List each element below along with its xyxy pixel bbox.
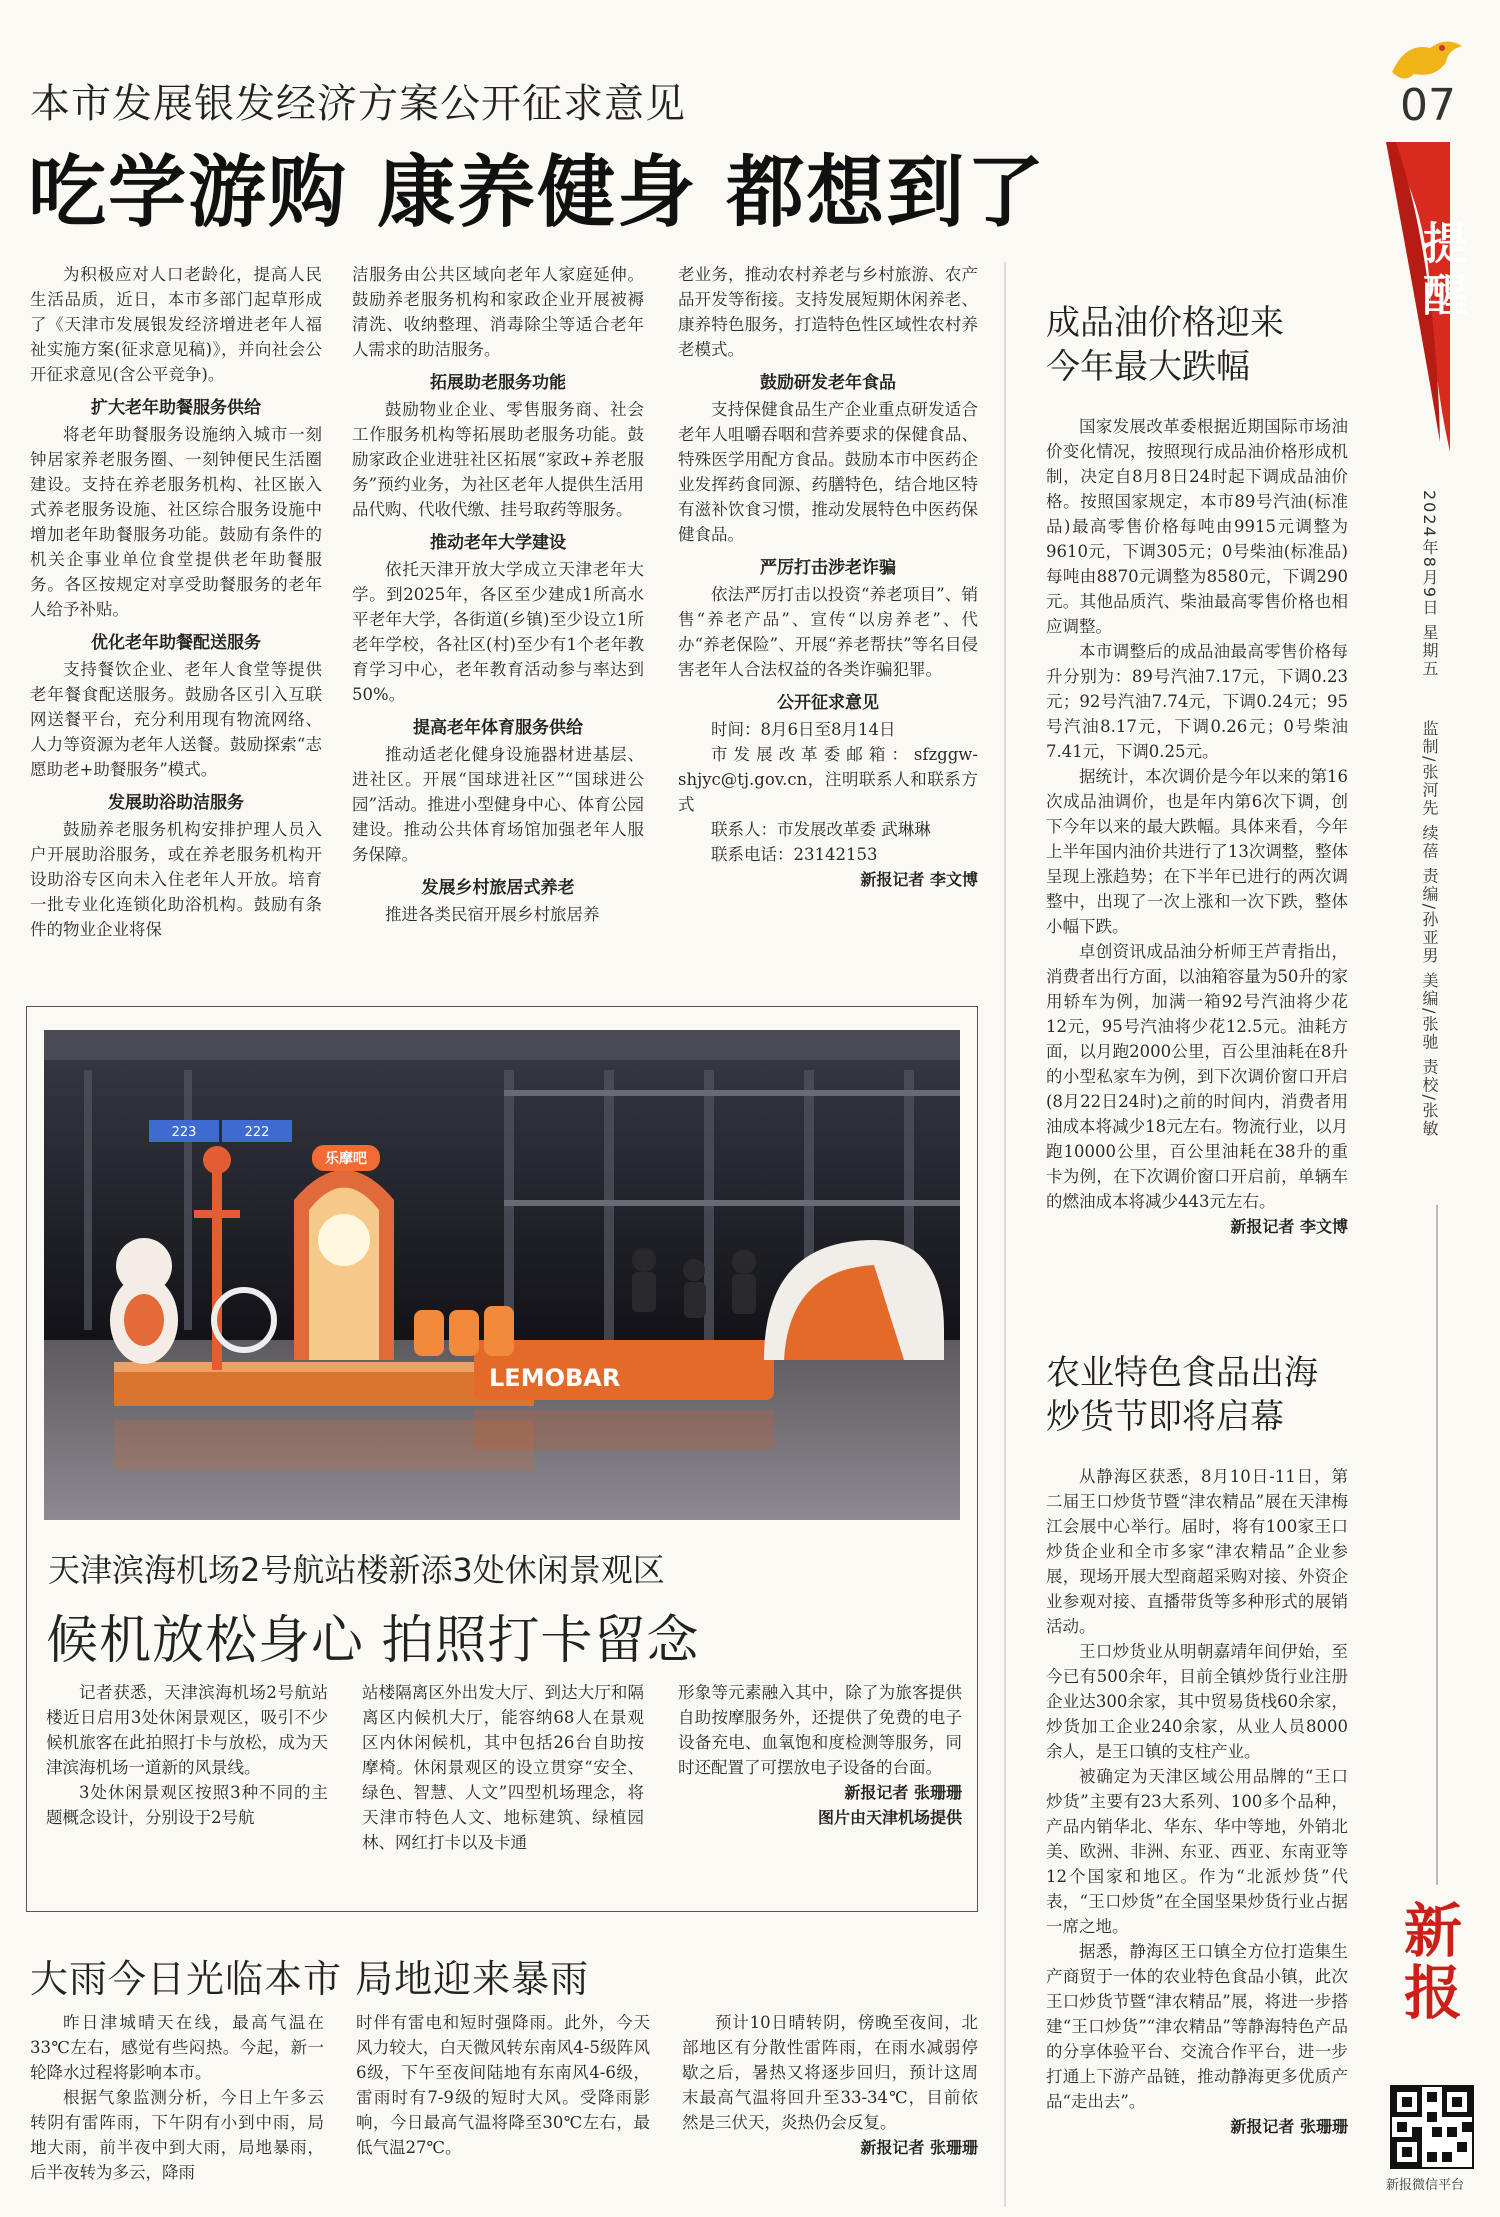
byline: 新报记者 李文博: [860, 870, 978, 889]
xinbao-logo: 新报: [1403, 1897, 1462, 2027]
byline: 新报记者 张珊珊: [844, 1783, 962, 1802]
dragon-logo: [1386, 28, 1466, 88]
main-article-col1: [30, 262, 322, 982]
paragraph: 市发展改革委邮箱：sfzggw-shjyc@tj.gov.cn，注明联系人和联系方式: [678, 745, 978, 814]
credits: 监制/张河先 续蓓 责编/孙亚男 美编/张驰 责校/张敏: [1420, 720, 1439, 1138]
paragraph: 3处休闲景观区按照3种不同的主题概念设计，分别设于2号航: [46, 1783, 328, 1827]
rain-article-col1: [30, 2010, 324, 2210]
main-article-col2: [352, 262, 644, 982]
paragraph: 洁服务由公共区域向老年人家庭延伸。鼓励养老服务机构和家政企业开展被褥清洗、收纳整理、消毒除尘等适合老年人需求的助洁服务。: [352, 265, 644, 359]
subheading: 公开征求意见: [777, 693, 879, 713]
column-divider: [1004, 262, 1006, 2207]
airport-photo: [44, 1030, 960, 1520]
subheading: 推动老年大学建设: [430, 533, 566, 553]
photo-article-col2: [362, 1680, 644, 1895]
oil-article-body: [1046, 414, 1348, 1319]
byline: 新报记者 张珊珊: [1230, 2117, 1348, 2136]
paragraph: 依法严厉打击以投资“养老项目”、销售“养老产品”、宣传“以房养老”、代办“养老保险”、开展“养老帮扶”等名目侵害老年人合法权益的各类诈骗犯罪。: [678, 585, 978, 679]
subheading: 优化老年助餐配送服务: [91, 633, 261, 653]
paragraph: 卓创资讯成品油分析师王芦青指出，消费者出行方面，以油箱容量为50升的家用轿车为例，加满一箱92号汽油将少花12元，95号汽油将少花12.5元。油耗方面，以月跑2000公里，百公里油耗在8升的小型私家车为例，到下次调价窗口开启(8月22日24时)之前的时间内，消费者用油成本将减少18元左右。物流行业，以月跑10000公里，百公里油耗在38升的重卡为例，在下次调价窗口开启前，单辆车的燃油成本将减少443元左右。: [1046, 942, 1348, 1211]
qr-caption: 新报微信平台: [1386, 2178, 1465, 2193]
subheading: 扩大老年助餐服务供给: [91, 398, 261, 418]
subheading: 发展乡村旅居式养老: [421, 878, 575, 898]
paragraph: 联系电话：23142153: [711, 845, 878, 864]
subheading: 提高老年体育服务供给: [413, 718, 583, 738]
photo-article-headline: 候机放松身心 拍照打卡留念: [46, 1611, 700, 1671]
main-kicker: 本市发展银发经济方案公开征求意见: [30, 81, 686, 127]
subheading: 鼓励研发老年食品: [760, 373, 896, 393]
paragraph: 据悉，静海区王口镇全方位打造集生产商贸于一体的农业特色食品小镇，此次王口炒货节暨“津农精品”展，将进一步搭建“王口炒货”“津农精品”等静海特色产品的分享体验平台、交流合作平台，进一步打通上下游产品链，推动静海更多优质产品“走出去”。: [1046, 1942, 1348, 2111]
lemobar-sign: LEMOBAR: [489, 1364, 621, 1392]
subheading: 严厉打击涉老诈骗: [760, 558, 896, 578]
subheading: 拓展助老服务功能: [430, 373, 566, 393]
paragraph: 时间：8月6日至8月14日: [711, 720, 896, 739]
farm-article-body: [1046, 1464, 1348, 2209]
paragraph: 推动适老化健身设施器材进基层、进社区。开展“国球进社区”“国球进公园”活动。推进小型健身中心、体育公园建设。推动公共体育场馆加强老年人服务保障。: [352, 745, 644, 864]
right-sign: 222: [244, 1125, 270, 1140]
paragraph: 推进各类民宿开展乡村旅居养: [385, 905, 600, 924]
paragraph: 老业务，推动农村养老与乡村旅游、农产品开发等衔接。支持发展短期休闲养老、康养特色服务，打造特色性区域性农村养老模式。: [678, 265, 978, 359]
paragraph: 支持保健食品生产企业重点研发适合老年人咀嚼吞咽和营养要求的保健食品、特殊医学用配方食品。鼓励本市中医药企业发挥药食同源、药膳特色，结合地区特有滋补饮食习惯，推动发展特色中医药保健食品。: [678, 400, 978, 544]
lemobar-cn-sign: 乐摩吧: [325, 1151, 367, 1167]
paragraph: 据统计，本次调价是今年以来的第16次成品油调价，也是年内第6次下调，创下今年以来的最大跌幅。具体来看，今年上半年国内油价共进行了13次调整，整体呈现上涨趋势；在下半年已进行的两次调整中，出现了一次上涨和一次下跌，整体小幅下跌。: [1046, 767, 1348, 936]
paragraph: 站楼隔离区外出发大厅、到达大厅和隔离区内候机大厅，能容纳68人在景观区内休闲候机，其中包括26台自助按摩椅。休闲景观区的设立贯穿“安全、绿色、智慧、人文”四型机场理念，将天津市特色人文、地标建筑、绿植园林、网红打卡以及卡通: [362, 1683, 644, 1852]
photo-article-kicker: 天津滨海机场2号航站楼新添3处休闲景观区: [48, 1551, 665, 1589]
sidebar-rule: [1436, 1205, 1438, 1885]
main-article-col3: [678, 262, 978, 982]
farm-headline-2: 炒货节即将启幕: [1046, 1397, 1284, 1437]
paragraph: 时伴有雷电和短时强降雨。此外，今天风力较大，白天微风转东南风4-5级阵风6级，下午至夜间陆地有东南风4-6级，雷雨时有7-9级的短时大风。受降雨影响，今日最高气温将降至30℃左右，最低气温27℃。: [356, 2013, 650, 2157]
rain-article-col3: [682, 2010, 978, 2210]
airport-photo-illustration: [44, 1030, 960, 1520]
paragraph: 记者获悉，天津滨海机场2号航站楼近日启用3处休闲景观区，吸引不少候机旅客在此拍照打卡与放松，成为天津滨海机场一道新的风景线。: [46, 1683, 328, 1777]
paragraph: 本市调整后的成品油最高零售价格每升分别为：89号汽油7.17元，下调0.23元；92号汽油7.74元，下调0.24元；95号汽油8.17元，下调0.26元；0号柴油7.41元，下调0.25元。: [1046, 642, 1348, 761]
photo-article-col3: [678, 1680, 962, 1895]
paragraph: 鼓励养老服务机构安排护理人员入户开展助浴服务，或在养老服务机构开设助浴专区向未入住老年人开放。培育一批专业化连锁化助浴机构。鼓励有条件的物业企业将保: [30, 820, 322, 939]
paragraph: 从静海区获悉，8月10日-11日，第二届王口炒货节暨“津农精品”展在天津梅江会展中心举行。届时，将有100家王口炒货企业和全市多家“津农精品”企业参展，现场开展大型商超采购对接、外资企业参观对接、直播带货等多种形式的展销活动。: [1046, 1467, 1348, 1636]
paragraph: 昨日津城晴天在线，最高气温在33℃左右，感觉有些闷热。今起，新一轮降水过程将影响本市。: [30, 2013, 324, 2082]
farm-headline-1: 农业特色食品出海: [1046, 1353, 1318, 1393]
oil-headline-2: 今年最大跌幅: [1046, 347, 1250, 387]
paragraph: 预计10日晴转阴，傍晚至夜间，北部地区有分散性雷阵雨，在雨水减弱停歇之后，暑热又将逐步回归，预计这周末最高气温将回升至33-34℃，目前依然是三伏天，炎热仍会反复。: [682, 2013, 978, 2132]
left-sign: 223: [171, 1125, 197, 1140]
section-label: 提醒: [1415, 220, 1466, 324]
rain-article-col2: [356, 2010, 650, 2210]
byline: 图片由天津机场提供: [817, 1808, 962, 1827]
paragraph: 根据气象监测分析，今日上午多云转阴有雷阵雨，下午阴有小到中雨，局地大雨，前半夜中到大雨，局地暴雨，后半夜转为多云，降雨: [30, 2088, 324, 2182]
paragraph: 形象等元素融入其中，除了为旅客提供自助按摩服务外，还提供了免费的电子设备充电、血氧饱和度检测等服务，同时还配置了可摆放电子设备的台面。: [678, 1683, 962, 1777]
paragraph: 国家发展改革委根据近期国际市场油价变化情况，按照现行成品油价格形成机制，决定自8月8日24时起下调成品油价格。按照国家规定，本市89号汽油(标准品)最高零售价格每吨由9915元调整为9610元，下调305元；0号柴油(标准品)每吨由8870元调整为8580元，下调290元。其他品质汽、柴油最高零售价格也相应调整。: [1046, 417, 1348, 636]
paragraph: 鼓励物业企业、零售服务商、社会工作服务机构等拓展助老服务功能。鼓励家政企业进驻社区拓展“家政+养老服务”预约业务，为社区老年人提供生活用品代购、代收代缴、挂号取药等服务。: [352, 400, 644, 519]
byline: 新报记者 李文博: [1230, 1217, 1348, 1236]
oil-headline-1: 成品油价格迎来: [1046, 303, 1284, 343]
paragraph: 为积极应对人口老龄化，提高人民生活品质，近日，本市多部门起草形成了《天津市发展银发经济增进老年人福祉实施方案(征求意见稿)》，并向社会公开征求意见(含公平竞争)。: [30, 265, 322, 384]
main-headline: 吃学游购 康养健身 都想到了: [28, 148, 1047, 238]
paragraph: 支持餐饮企业、老年人食堂等提供老年餐食配送服务。鼓励各区引入互联网送餐平台，充分利用现有物流网络、人力等资源为老年人送餐。鼓励探索“志愿助老+助餐服务”模式。: [30, 660, 322, 779]
photo-article-col1: [46, 1680, 328, 1895]
byline: 新报记者 张珊珊: [860, 2138, 978, 2157]
paragraph: 联系人：市发展改革委 武琳琳: [711, 820, 931, 839]
rain-headline: 大雨今日光临本市 局地迎来暴雨: [30, 1957, 590, 2001]
paragraph: 被确定为天津区域公用品牌的“王口炒货”主要有23大系列、100多个品种，产品内销华北、华东、华中等地，外销北美、欧洲、非洲、东亚、西亚、东南亚等12个国家和地区。作为“北派炒货”代表，“王口炒货”在全国坚果炒货行业占据一席之地。: [1046, 1767, 1348, 1936]
paragraph: 依托天津开放大学成立天津老年大学。到2025年，各区至少建成1所高水平老年大学，各街道(乡镇)至少设立1所老年学校，各社区(村)至少有1个老年教育学习中心，老年教育活动参与率达到50%。: [352, 560, 644, 704]
subheading: 发展助浴助洁服务: [108, 793, 244, 813]
date-line: 2024年8月9日 星期五: [1420, 490, 1439, 679]
qr-code[interactable]: [1390, 2085, 1474, 2169]
paragraph: 王口炒货业从明朝嘉靖年间伊始，至今已有500余年，目前全镇炒货行业注册企业达300余家，其中贸易货栈60余家，炒货加工企业240余家，从业人员8000余人，是王口镇的支柱产业。: [1046, 1642, 1348, 1761]
paragraph: 将老年助餐服务设施纳入城市一刻钟居家养老服务圈、一刻钟便民生活圈建设。支持在养老服务机构、社区嵌入式养老服务设施、社区综合服务设施中增加老年助餐服务功能。鼓励有条件的机关企事业单位食堂提供老年助餐服务。各区按规定对享受助餐服务的老年人给予补贴。: [30, 425, 322, 619]
page-number: 07: [1400, 80, 1456, 131]
